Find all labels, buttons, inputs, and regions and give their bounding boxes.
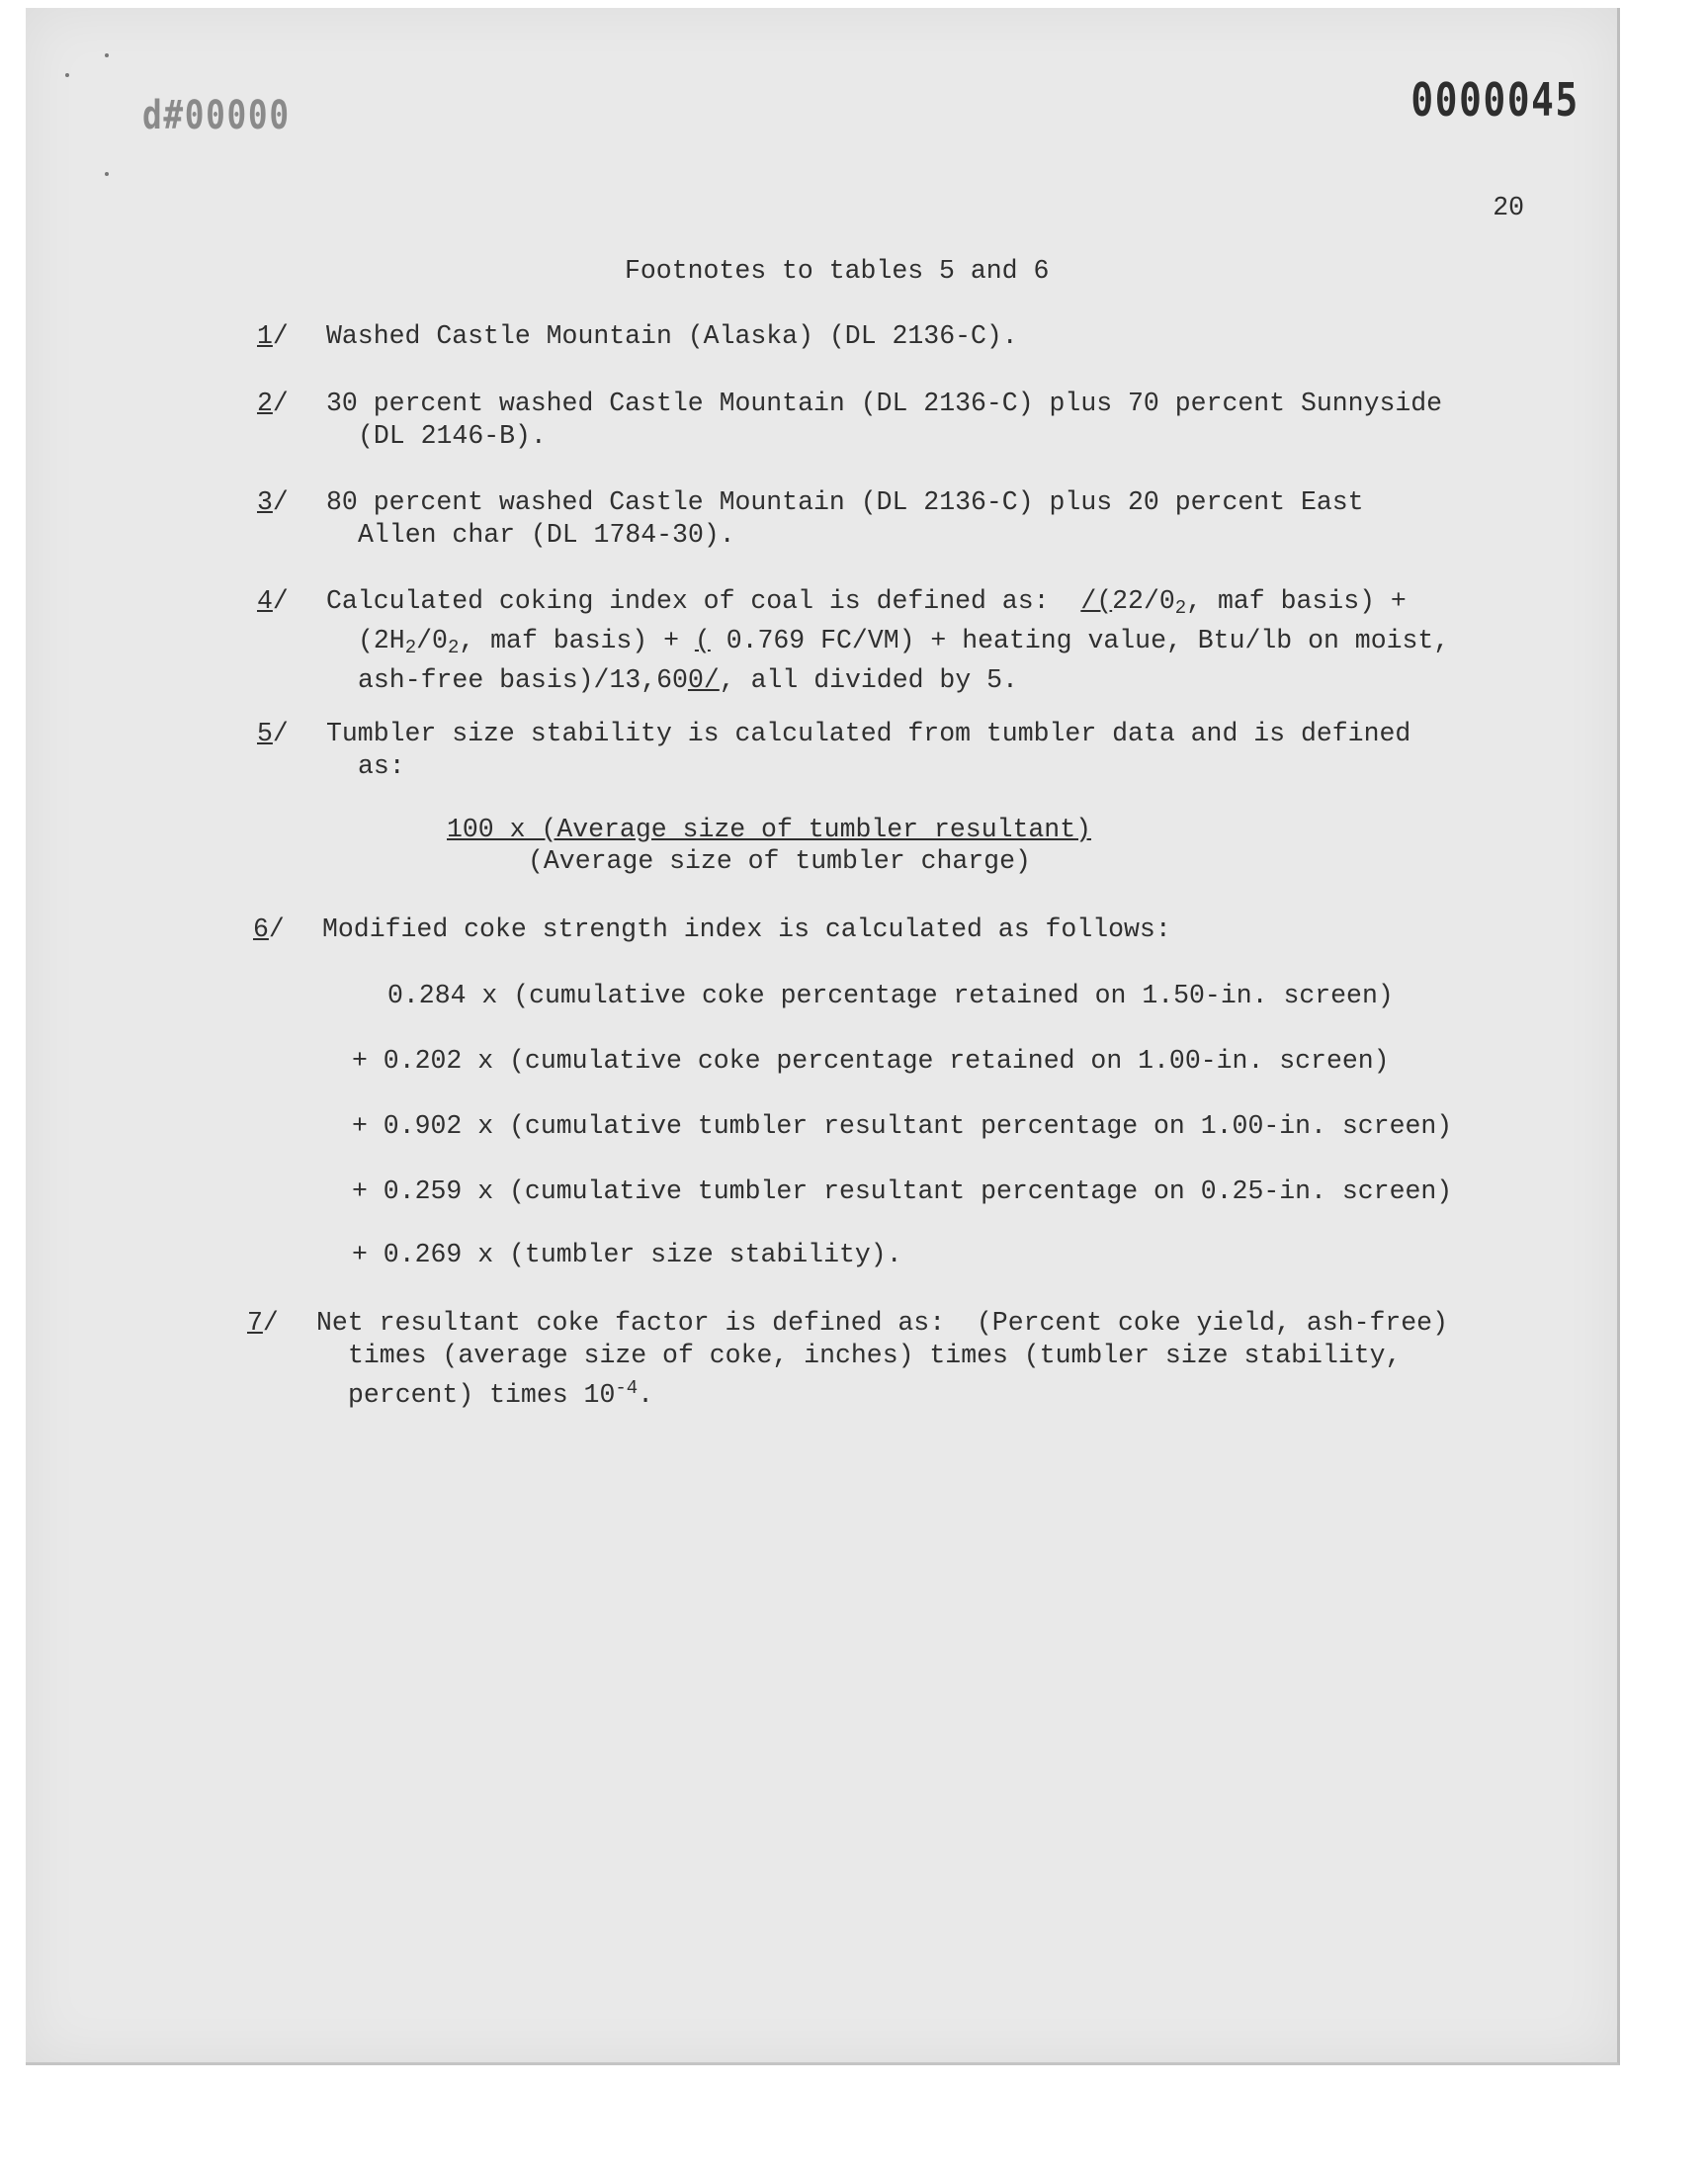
formula-term: + 0.902 x (cumulative tumbler resultant percentage on 1.00-in. screen) <box>352 1111 1453 1141</box>
footnote-line: Net resultant coke factor is defined as: (Percent coke yield, ash-free) <box>316 1308 1448 1338</box>
formula-term: + 0.259 x (cumulative tumbler resultant percentage on 0.25-in. screen) <box>352 1176 1453 1206</box>
footnote-text <box>316 1307 1542 1412</box>
footnote-text <box>326 585 1552 697</box>
footnote-line: 80 percent washed Castle Mountain (DL 2136-C) plus 20 percent East <box>326 487 1364 517</box>
page-number: 20 <box>1493 193 1524 222</box>
footnote-number: 5/ <box>257 719 289 748</box>
footnote-line: 30 percent washed Castle Mountain (DL 2136-C) plus 70 percent Sunnyside <box>326 389 1443 418</box>
document-sheet <box>26 8 1620 2065</box>
footnote-line: Washed Castle Mountain (Alaska) (DL 2136-C). <box>326 321 1018 351</box>
footnote-number: 7/ <box>247 1308 279 1338</box>
page-title: Footnotes to tables 5 and 6 <box>625 256 1050 286</box>
footnote-number: 4/ <box>257 586 289 616</box>
footnote-line: Allen char (DL 1784-30). <box>358 520 735 550</box>
footnote-line: Tumbler size stability is calculated from tumbler data and is defined <box>326 719 1411 748</box>
footnote-text <box>326 718 1552 783</box>
footnote-text <box>322 914 1548 946</box>
scan-speck <box>105 53 109 57</box>
fraction-numerator: 100 x (Average size of tumbler resultant) <box>447 815 1092 844</box>
footnote-number: 1/ <box>257 321 289 351</box>
fraction-denominator: (Average size of tumbler charge) <box>528 846 1031 876</box>
scan-speck <box>65 73 69 77</box>
footnote-line: ($2H_2/0_2$, maf basis) + ( 0.769 FC/VM) + heating value, Btu/lb on moist, <box>358 626 1450 658</box>
footnote-text <box>326 486 1552 552</box>
footnote-line: (DL 2146-B). <box>358 421 547 451</box>
footnote-line: as: <box>358 751 405 781</box>
stamp-number-right: 0000045 <box>1410 73 1580 127</box>
formula-term: 0.284 x (cumulative coke percentage retained on 1.50-in. screen) <box>387 981 1394 1010</box>
footnote-line: times (average size of coke, inches) times (tumbler size stability, <box>348 1341 1402 1370</box>
footnote-line: ash-free basis)/13,600/, all divided by 5. <box>358 665 1018 695</box>
footnote-line: Calculated coking index of coal is defined as: $/(22/0_2$, maf basis) + <box>326 586 1407 619</box>
formula-term: + 0.202 x (cumulative coke percentage retained on 1.00-in. screen) <box>352 1046 1390 1076</box>
footnote-number: 3/ <box>257 487 289 517</box>
footnote-number: 6/ <box>253 914 285 944</box>
footnote-number: 2/ <box>257 389 289 418</box>
footnote-line: Modified coke strength index is calculated as follows: <box>322 914 1171 944</box>
footnote-text <box>326 320 1552 353</box>
footnote-text <box>326 388 1552 453</box>
scan-speck <box>105 172 109 176</box>
formula-term: + 0.269 x (tumbler size stability). <box>352 1240 902 1269</box>
footnote-line: percent) times $10^{-4}$. <box>348 1377 654 1410</box>
stamp-number-left: d#00000 <box>142 93 291 138</box>
